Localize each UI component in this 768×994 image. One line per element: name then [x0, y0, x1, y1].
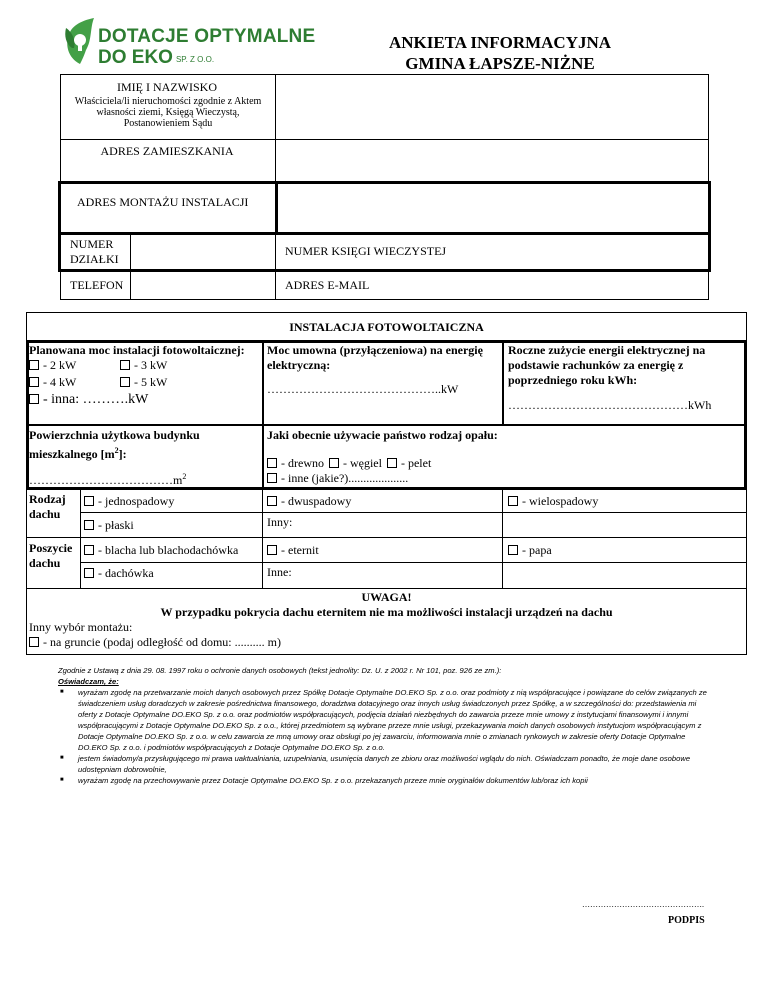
logo-text-line1: DOTACJE OPTYMALNE: [98, 26, 316, 47]
name-label: IMIĘ I NAZWISKO: [117, 80, 217, 94]
warning-text: W przypadku pokrycia dachu eternitem nie ma możliwości instalacji urządzeń na dachu: [160, 605, 613, 619]
signature-label: PODPIS: [668, 915, 705, 926]
roof-single-option[interactable]: - jednospadowy: [84, 494, 174, 509]
install-address-label: ADRES MONTAŻU INSTALACJI: [77, 195, 249, 209]
option-4kw[interactable]: - 4 kW: [29, 375, 76, 390]
logo-text-line2: DO EKO $^{SP. Z O.O.}$: [98, 47, 215, 68]
pv-section-title: INSTALACJA FOTOWOLTAICZNA: [289, 320, 484, 334]
phone-label: TELEFON: [70, 278, 124, 292]
name-sublabel: Właściciela/li nieruchomości zgodnie z Aktem własności ziemi, Księgą Wieczystą, Postanowieniem Sądu: [74, 96, 262, 129]
annual-usage-title: Roczne zużycie energii elektrycznej na podstawie rachunków za energię z poprzedniego roku kWh:: [508, 343, 706, 387]
roof-flat-option[interactable]: - płaski: [84, 518, 134, 533]
signature-line[interactable]: ……………………………………….: [582, 900, 704, 909]
form-title: ANKIETA INFORMACYJNA: [388, 33, 612, 52]
fuel-other-option[interactable]: - inne (jakie?)....................: [267, 471, 408, 486]
name-field[interactable]: [277, 76, 707, 138]
option-2kw[interactable]: - 2 kW: [29, 358, 76, 373]
roof-type-label: Rodzaj dachu: [29, 492, 66, 521]
consent-item: ■ jestem świadomy/a przysługującego mi prawa uaktualniania, uzupełniania, usunięcia danych ze zbioru oraz możliwości wglądu do nich. Oświadczam ponadto, że moje dane osobowe udostępniam dobrowolnie,: [58, 753, 713, 775]
planned-power-title: Planowana moc instalacji fotowoltaicznej:: [29, 343, 245, 357]
living-area-title: Powierzchnia użytkowa budynku mieszkalnego $[m^2]$:: [29, 428, 200, 461]
fuel-type-title: Jaki obecnie używacie państwo rodzaj opału:: [267, 428, 498, 442]
email-label: ADRES E-MAIL: [285, 278, 370, 292]
contract-power-field[interactable]: ……………………………………..kW: [267, 382, 459, 396]
option-5kw[interactable]: - 5 kW: [120, 375, 167, 390]
plot-number-field[interactable]: [132, 235, 274, 269]
option-other-power[interactable]: - inna: ……….kW: [29, 392, 148, 407]
cover-tile-option[interactable]: - dachówka: [84, 566, 154, 581]
cover-eternit-option[interactable]: - eternit: [267, 543, 319, 558]
roof-multi-option[interactable]: - wielospadowy: [508, 494, 598, 509]
consent-item: ■ wyrażam zgodę na przetwarzanie moich danych osobowych przez Spółkę Dotacje Optymalne DO.EKO Sp. z o.o. oraz podmioty z nią współpracujące i powiązane do celów związanych ze świadczeniem usług doradczych w zakresie pośrednictwa finansowego, doradztwa dotacyjnego oraz innych usług świadczonych przez Spółkę, a w szczególności do: przedstawienia mi oferty z Dotacje Optymalne DO.EKO Sp. z o.o. oraz podmiotów współpracujących, podjęcia działań niezbędnych do zawarcia przeze mnie umowy z instytucjami finansowymi i innymi współpracującymi z Dotacje Optymalne DO.EKO Sp. z o.o., której przedmiotem są wybrane przeze mnie usługi, przekazywania moich danych osobowych instytucjom współpracującym z Dotacje Optymalne DO.EKO Sp. z o.o. w celu zawarcia ze mną umowy oraz obsługi po jej zawarciu, informowania mnie o zmianach rynkowych w zakresie oferty Dotacje Optymalne DO.EKO Sp. z o.o. i podmiotów współpracujących z Dotacje Optymalne DO.EKO Sp. z o.o.: [58, 687, 713, 753]
cover-sheet-option[interactable]: - blacha lub blachodachówka: [84, 543, 238, 558]
ground-mount-option[interactable]: - na gruncie (podaj odległość od domu: .......... m): [29, 635, 281, 650]
consent-item: ■ wyrażam zgodę na przechowywanie przez Dotacje Optymalne DO.EKO Sp. z o.o. przekazanych przeze mnie oryginałów dokumentów lub/oraz ich kopii: [58, 775, 713, 786]
phone-field[interactable]: [132, 273, 274, 299]
warning-title: UWAGA!: [361, 590, 412, 604]
land-registry-label: NUMER KSIĘGI WIECZYSTEJ: [285, 244, 447, 258]
fuel-coal-option[interactable]: - węgiel: [329, 456, 382, 470]
fuel-pellet-option[interactable]: - pelet: [387, 456, 431, 470]
plot-number-label: NUMER DZIAŁKI: [70, 237, 119, 266]
cover-other-field[interactable]: Inne:: [267, 565, 292, 579]
company-logo: [60, 14, 316, 74]
contract-power-title: Moc umowna (przyłączeniowa) na energię elektryczną:: [267, 343, 483, 372]
living-area-field[interactable]: $\dots\dots\dots\dots\dots\dots\dots\dots\dots\dots\dots\dots m^2$: [29, 472, 187, 487]
fuel-wood-option[interactable]: - drewno: [267, 456, 324, 470]
address-label: ADRES ZAMIESZKANIA: [100, 144, 234, 158]
other-mount-label: Inny wybór montażu:: [29, 620, 133, 634]
roof-double-option[interactable]: - dwuspadowy: [267, 494, 351, 509]
cover-tarpaper-option[interactable]: - papa: [508, 543, 552, 558]
form-subtitle: GMINA ŁAPSZE-NIŻNE: [405, 54, 595, 73]
install-address-field[interactable]: [279, 184, 709, 231]
address-field[interactable]: [277, 141, 707, 181]
roof-other-field[interactable]: Inny:: [267, 515, 293, 529]
fuel-options: [267, 456, 431, 471]
roof-cover-label: Poszycie dachu: [29, 541, 73, 570]
leaf-bulb-icon: [60, 18, 98, 68]
option-3kw[interactable]: - 3 kW: [120, 358, 167, 373]
annual-usage-field[interactable]: ………………………………………kWh: [508, 398, 712, 412]
law-reference: Zgodnie z Ustawą z dnia 29. 08. 1997 roku o ochronie danych osobowych (tekst jednolity: Dz. U. z 2002 r. Nr 101, poz. 926 ze zm.):: [58, 666, 502, 675]
consent-clause: [58, 665, 713, 786]
declaration-heading: Oświadczam, że:: [58, 677, 119, 686]
